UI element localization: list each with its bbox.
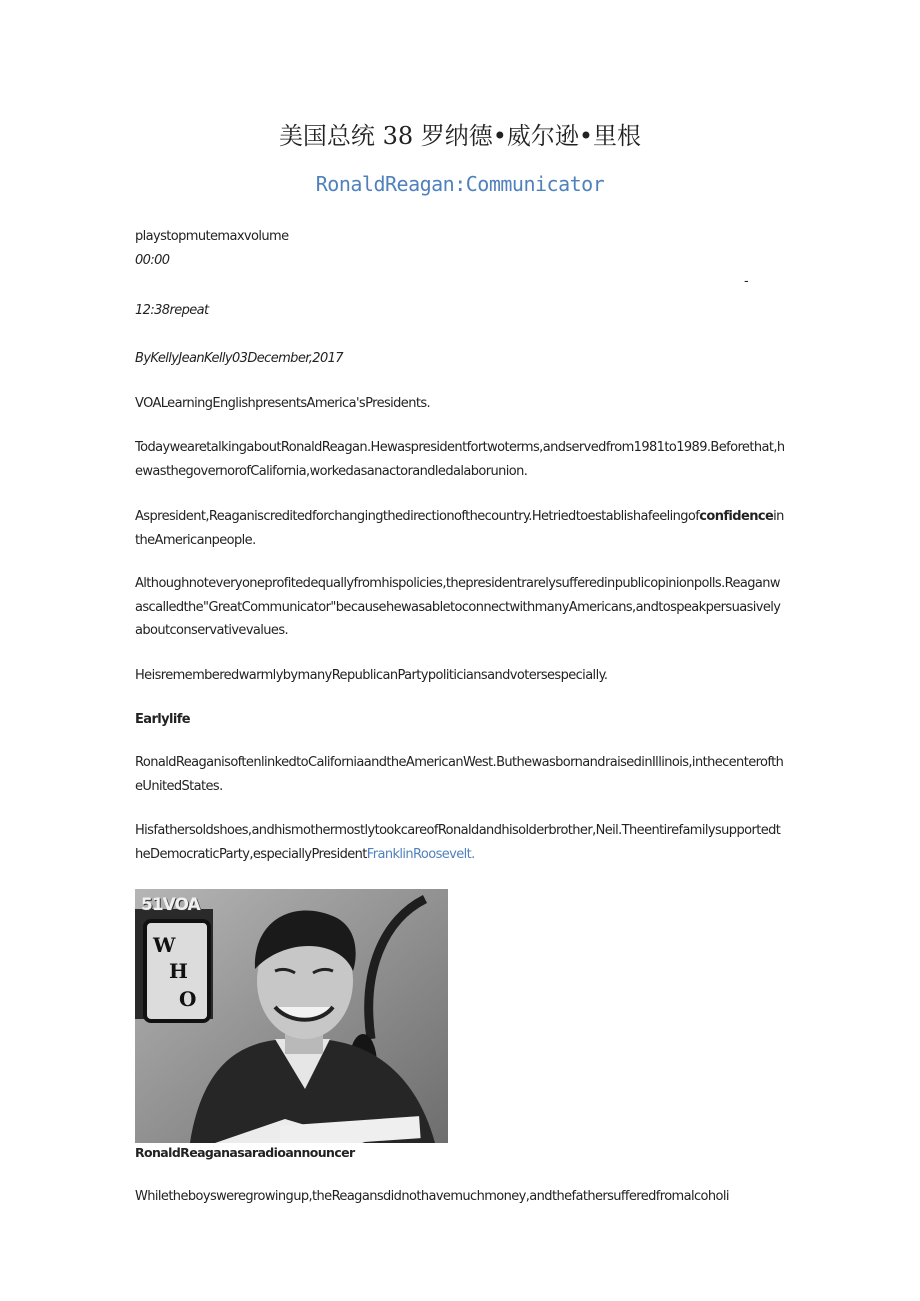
voa-logo: 51VOA — [141, 895, 200, 915]
roosevelt-link[interactable]: FranklinRoosevelt. — [366, 846, 475, 862]
paragraph-president-end: intheAmericanpeople. — [135, 509, 784, 548]
paragraph-intro: VOALearningEnglishpresentsAmerica'sPresidents. — [135, 396, 431, 411]
audio-duration-repeat[interactable]: 12:38repeat — [135, 303, 209, 318]
paragraph-growing-up: Whiletheboysweregrowingup,theReagansdidnothavemuchmoney,andthefathersufferedfromalcoholi — [135, 1189, 729, 1204]
english-title: RonaldReagan:Communicator — [315, 172, 605, 196]
audio-player-controls[interactable]: playstopmutemaxvolume — [135, 229, 289, 244]
vocab-confidence: confidence — [699, 509, 774, 524]
paragraph-illinois: RonaldReaganisoftenlinkedtoCaliforniaandtheAmericanWest.ButhewasbornandraisedinIllinois,inthecenteroftheUnitedStates. — [135, 755, 784, 794]
audio-current-time: 00:00 — [135, 253, 170, 268]
reagan-radio-photo — [135, 889, 448, 1143]
sign-letter-w: W — [153, 933, 176, 957]
byline: ByKellyJeanKelly03December,2017 — [135, 351, 343, 366]
paragraph-president-text: Aspresident,Reaganiscreditedforchangingthedirectionofthecountry.Hetriedtoestablishafeelingof — [135, 509, 700, 524]
paragraph-president — [135, 505, 787, 552]
paragraph-family-text: Hisfathersoldshoes,andhismothermostlytookcareofRonaldandhisolderbrother,Neil.TheentirefamilysupportedtheDemocraticParty,especiallyPresident — [135, 823, 781, 862]
audio-progress-dash: - — [744, 274, 749, 289]
paragraph-remembered: HeisrememberedwarmlybymanyRepublicanPartypoliticiansandvotersespecially. — [135, 668, 608, 683]
photo-caption: RonaldReaganasaradioannouncer — [135, 1145, 355, 1160]
paragraph-family — [135, 819, 787, 866]
section-heading-early-life: Earlylife — [135, 712, 190, 727]
chinese-title: 美国总统 38 罗纳德•威尔逊•里根 — [278, 122, 642, 150]
photo-illustration — [135, 889, 448, 1143]
sign-letter-h: H — [169, 959, 188, 983]
paragraph-communicator: Althoughnoteveryoneprofitedequallyfromhispolicies,thepresidentrarelysufferedinpublicopinionpolls.Reaganwascalledthe"GreatCommunicator"becausehewasabletoconnectwithmanyAmericans,andtospeakpersuasivelyaboutconservativevalues. — [135, 576, 781, 638]
paragraph-terms: TodaywearetalkingaboutRonaldReagan.Hewaspresidentfortwoterms,andservedfrom1981to1989.Beforethat,hewasthegovernorofCalifornia,workedasanactorandledalaborunion. — [135, 440, 785, 479]
sign-letter-o: O — [179, 987, 197, 1011]
